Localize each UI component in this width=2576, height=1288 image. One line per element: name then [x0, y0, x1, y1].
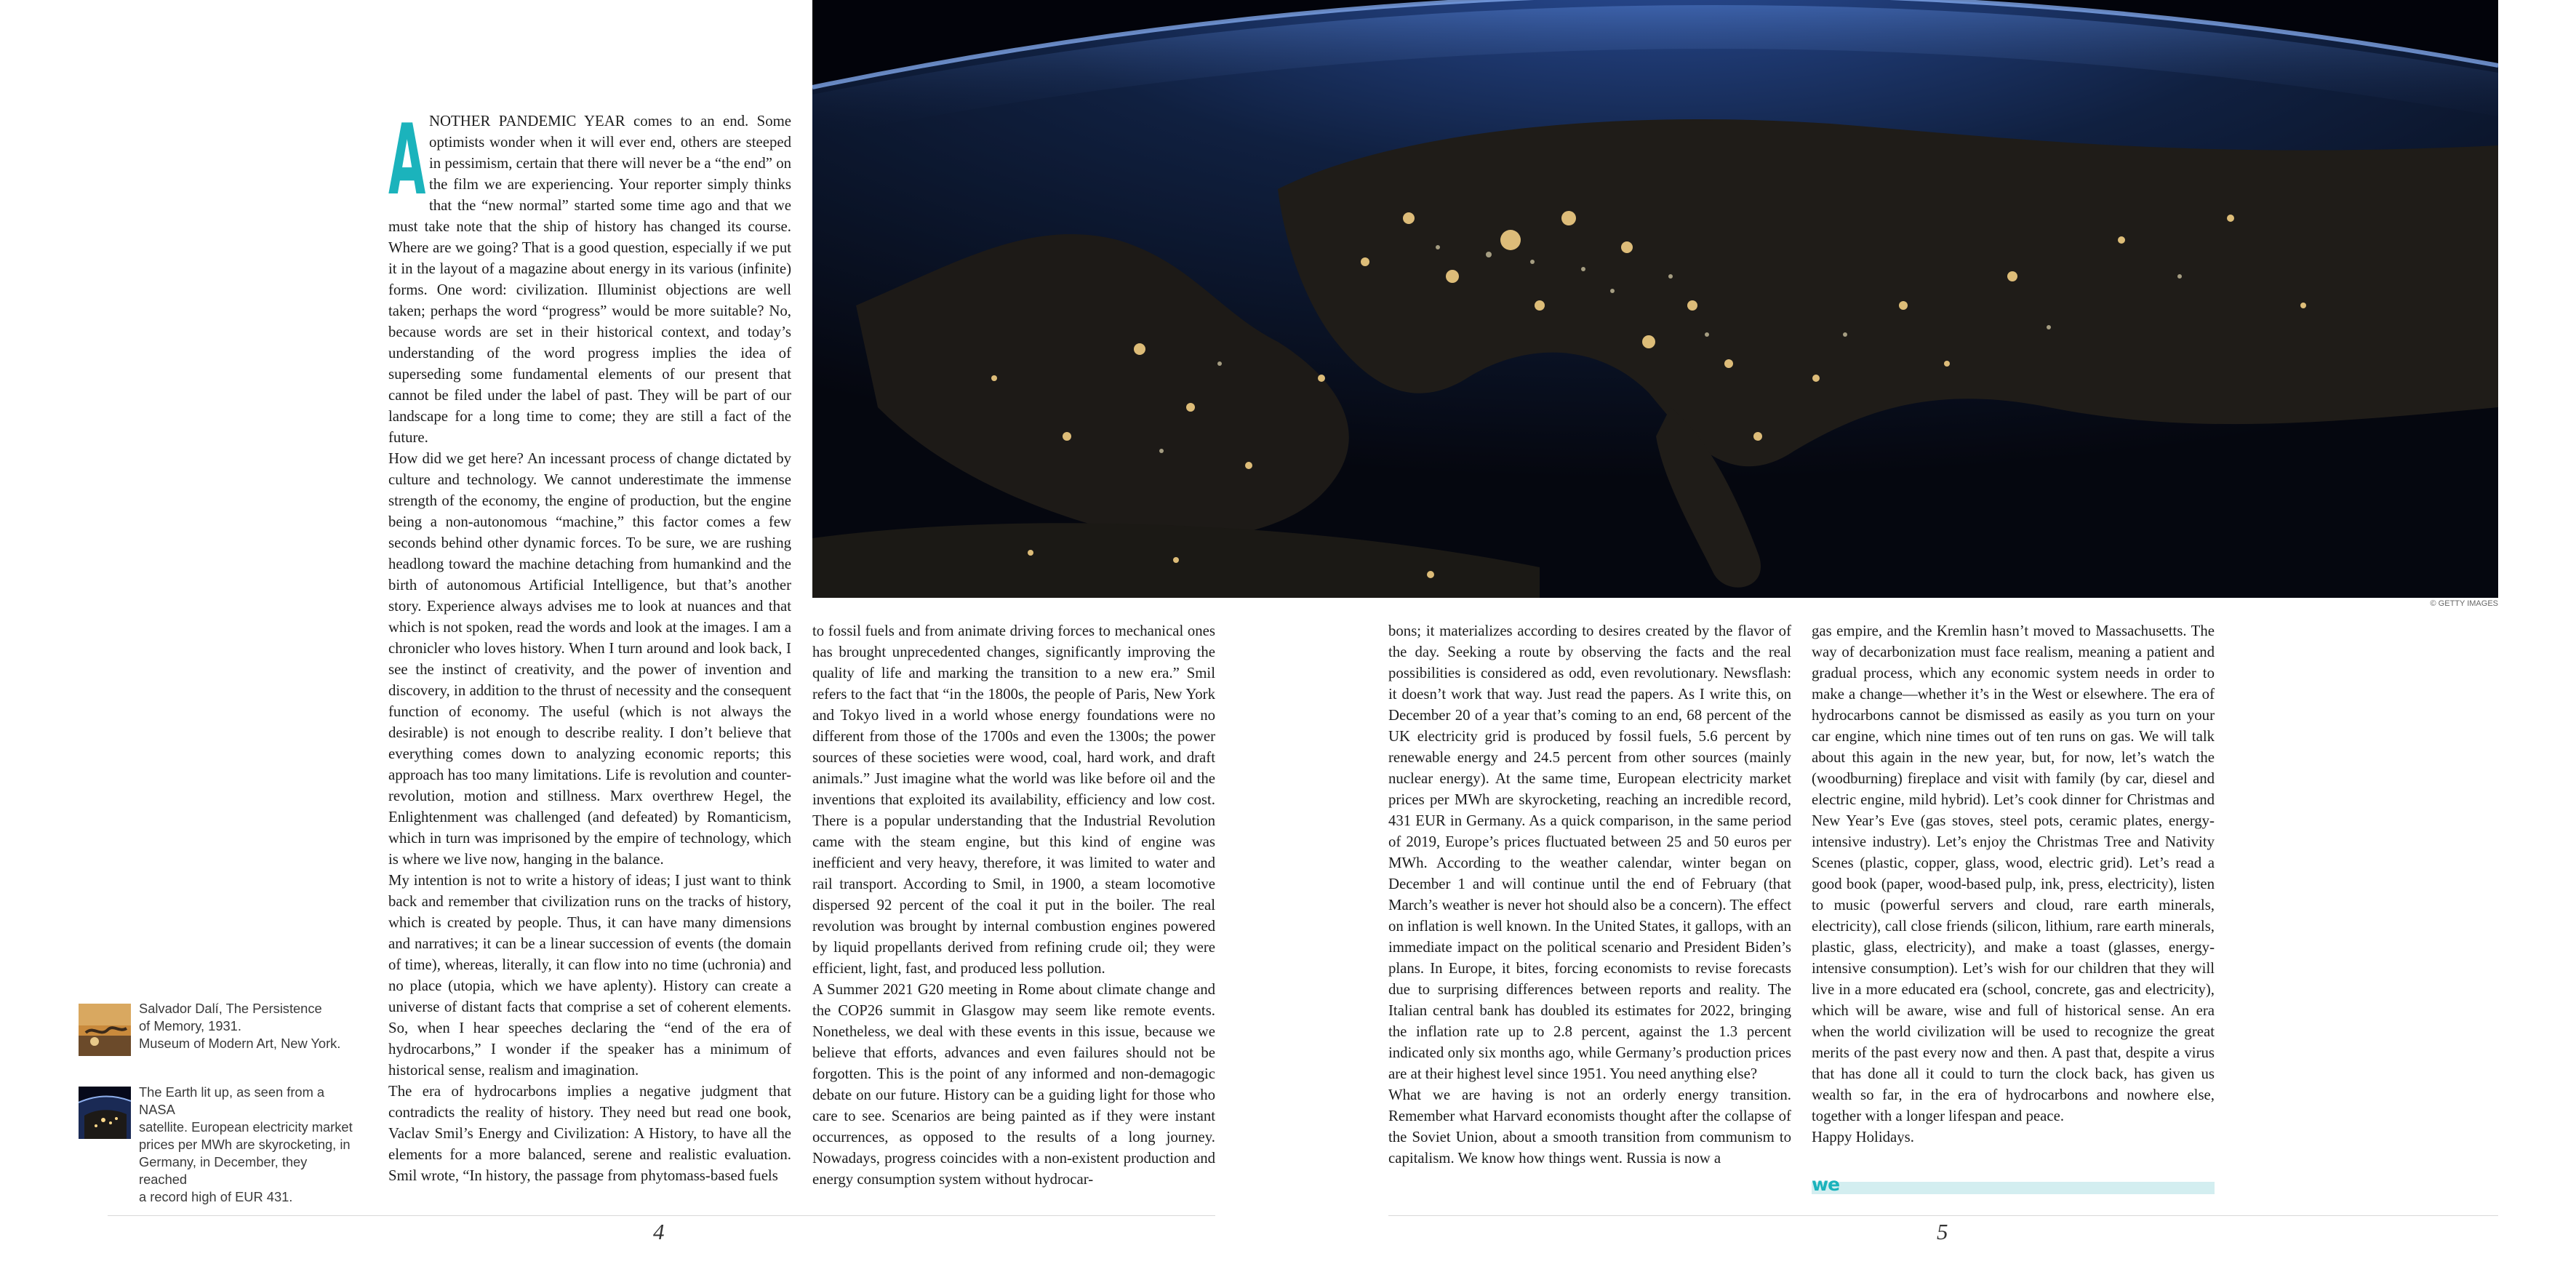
paragraph: What we are having is not an orderly energy transition. Remember what Harvard economists thought after the collapse of the Soviet Union, about a smooth transition from communism to capitalism. We know how things went. Russia is now a	[1388, 1087, 1791, 1167]
paragraph: bons; it materializes according to desires created by the flavor of the day. Seeking a route by observing the facts and the real possibilities is considered as odd, even revolutionary. Newsflash: it doesn’t work that way. Just read the papers. As I write this, on December 20 of a year that’s coming to an end, 68 percent of the UK electricity grid is produced by fossil fuels, 5.6 percent by renewable energy and 24.5 percent from other sources (mainly nuclear energy). At the same time, European electricity market prices per MWh are skyrocketing, reaching an incredible record, 431 EUR in Germany. As a quick comparison, in the same period of 2019, Europe’s prices fluctuated between 25 and 50 euros per MWh. According to the weather calendar, winter began on December 1 and will continue until the end of February (that March’s weather is never hot should also be a concern). The effect on inflation is well known. In the United States, it gallops, with an immediate impact on the political scenario and President Biden’s plans. In Europe, it bites, forcing economists to revise forecasts due to surprising differences between reports and reality. The Italian central bank has doubled its estimates for 2022, bringing the inflation rate up to 2.8 percent, against the 1.3 percent indicated only six months ago, while Germany’s production prices are at their highest level since 1951. You need anything else?	[1388, 623, 1791, 1082]
paragraph: gas empire, and the Kremlin hasn’t moved to Massachusetts. The way of decarbonization must face realism, meaning a patient and gradual process, which any economic system needs in order to make a change—whether it’s in the West or elsewhere. The era of hydrocarbons cannot be dismissed as easily as you turn on your car engine, which nine times out of ten runs on gas. We will talk about this again in the new year, but, for now, let’s watch the (woodburning) fireplace and visit with family (by car, diesel and electric engine, mild hybrid). Let’s cook dinner for Christmas and New Year’s Eve (gas stoves, steel pots, ceramic plates, energy-intensive industry). Let’s enjoy the Christmas Tree and Nativity Scenes (plastic, copper, glass, wood, electric grid). Let’s read a good book (paper, wood-based pulp, ink, press, electricity), listen to music (powerful servers and cloud, rare earth minerals, electricity), call close friends (silicon, lithium, rare earth minerals, plastic, glass, electricity), and make a toast (glasses, energy-intensive consumption). Let’s wish for our children that they will live in a more educated era (school, concrete, gas and electricity), which will be aware, wise and full of historical sense. An era when the world civilization will be used to recognize the great merits of the past every now and then. A past that, despite a virus that has done all it could to turn the clock back, has given us wealth so far, in the era of hydrocarbons and nowhere else, together with a longer lifespan and peace.	[1812, 623, 2215, 1124]
caption-line: Museum of Modern Art, New York.	[139, 1036, 341, 1051]
article-column-4	[1812, 620, 2215, 1188]
earth-thumbnail-icon	[79, 1087, 131, 1139]
drop-cap: A	[388, 103, 426, 217]
paragraph: The era of hydrocarbons implies a negative judgment that contradicts the reality of history. They need but read one book, Vaclav Smil’s Energy and Civilization: A History, to have all the elements for a more balanced, serene and realistic evaluation. Smil wrote, “In history, the passage from phytomass-based fuels	[388, 1083, 791, 1184]
caption-line: satellite. European electricity market	[139, 1119, 353, 1135]
earth-at-night-photo	[812, 0, 2498, 598]
we-logo: we	[1812, 1174, 1840, 1195]
caption-earth	[139, 1084, 357, 1206]
caption-line: a record high of EUR 431.	[139, 1189, 293, 1204]
page-number-right: 5	[1937, 1219, 1948, 1244]
paragraph: My intention is not to write a history of ideas; I just want to think back and remember that civilization runs on the tracks of history, which is created by people. Thus, it can have many dimensions and narratives; it can be a linear succession of events (the domain of time), whereas, literally, it can flow into no time (uchronia) and no place (utopia, which we have aplenty). History can create a universe of distant facts that comprise a set of coherent elements. So, when I hear speeches declaring the “end of the era of hydrocarbons,” I wonder if the speaker has a minimum of historical sense, realism and imagination.	[388, 872, 791, 1079]
paragraph: to fossil fuels and from animate driving forces to mechanical ones has brought unprecedented changes, significantly improving the quality of life and marking the transition to a new era.” Smil refers to the fact that “in the 1800s, the people of Paris, New York and Tokyo lived in a world whose energy foundations were no different from those of the 1700s and even the 1300s; the power sources of these societies were wood, coal, hard work, and draft animals.” Just imagine what the world was like before oil and the inventions that exploited its availability, efficiency and low cost. There is a popular understanding that the Industrial Revolution came with the steam engine, but this kind of engine was inefficient and very heavy, therefore, it was limited to water and rail transport. According to Smil, in 1900, a steam locomotive dispersed 92 percent of the coal it put in the boiler. The real revolution was brought by internal combustion engines powered by liquid propellants derived from refining crude oil; they were efficient, light, fast, and produced less pollution.	[812, 623, 1215, 977]
caption-line: The Earth lit up, as seen from a NASA	[139, 1084, 325, 1117]
page-number-left: 4	[653, 1219, 665, 1244]
article-column-1	[388, 103, 791, 1201]
article-column-2	[812, 620, 1215, 1202]
footer-rule-left	[108, 1215, 1215, 1216]
caption-line: prices per MWh are skyrocketing, in	[139, 1137, 351, 1152]
caption-line: of Memory, 1931.	[139, 1018, 241, 1033]
caption-painting	[139, 1000, 357, 1052]
paragraph: A Summer 2021 G20 meeting in Rome about climate change and the COP26 summit in Glasgow may seem like remote events. Nonetheless, we deal with these events in this issue, because we believe that efforts, advances and even failures should not be forgotten. This is the point of any informed and non-demagogic debate on our future. History can be a guiding light for those who care to see. Scenarios are being painted as if they were instant occurrences, as opposed to the results of a long journey. Nowadays, progress coincides with a non-existent production and energy consumption system without hydrocar-	[812, 981, 1215, 1188]
photo-credit: © GETTY IMAGES	[2430, 599, 2498, 608]
footer-rule-right	[1388, 1215, 2498, 1216]
paragraph: NOTHER PANDEMIC YEAR comes to an end. Some optimists wonder when it will ever end, others are steeped in pessimism, certain that there will never be a “the end” on the film we are experiencing. Your reporter simply thinks that the “new normal” started some time ago and that we must take note that the ship of history has changed its course. Where are we going? That is a good question, especially if we put it in the layout of a magazine about energy in its various (infinite) forms. One word: civilization. Illuminist objections are well taken; perhaps the word “progress” would be more suitable? No, because words are set in their historical context, and today’s understanding of the word progress implies the idea of superseding some fundamental elements of our present that cannot be filed under the label of past. They will be part of our landscape for a long time to come; they are still a fact of the future.	[388, 113, 791, 446]
caption-line: Germany, in December, they reached	[139, 1154, 308, 1187]
paragraph: Happy Holidays.	[1812, 1129, 1914, 1145]
painting-thumbnail-icon	[79, 1004, 131, 1056]
caption-line: Salvador Dalí, The Persistence	[139, 1001, 322, 1016]
signature-bar	[1812, 1182, 2215, 1194]
article-column-3	[1388, 620, 1791, 1202]
paragraph: How did we get here? An incessant process of change dictated by culture and technology. We cannot underestimate the immense strength of the economy, the engine of production, but the engine being a non-autonomous “machine,” this factor comes a few seconds behind other dynamic forces. To be sure, we are rushing headlong toward the machine detaching from humankind and the birth of autonomous Artificial Intelligence, but that’s another story. Experience always advises me to look at nuances and that which is not spoken, read the words and look at the images. I am a chronicler who loves history. When I turn around and look back, I see the instinct of creativity, and the power of invention and discovery, in addition to the thrust of necessity and the consequent function of economy. The useful (which is not always the desirable) is not enough to describe reality. I don’t believe that everything comes down to analyzing economic reports; this approach has too many limitations. Life is revolution and counter-revolution, motion and stillness. Marx overthrew Hegel, the Enlightenment was challenged (and defeated) by Romanticism, which in turn was imprisoned by the empire of technology, which is where we live now, hanging in the balance.	[388, 450, 791, 868]
